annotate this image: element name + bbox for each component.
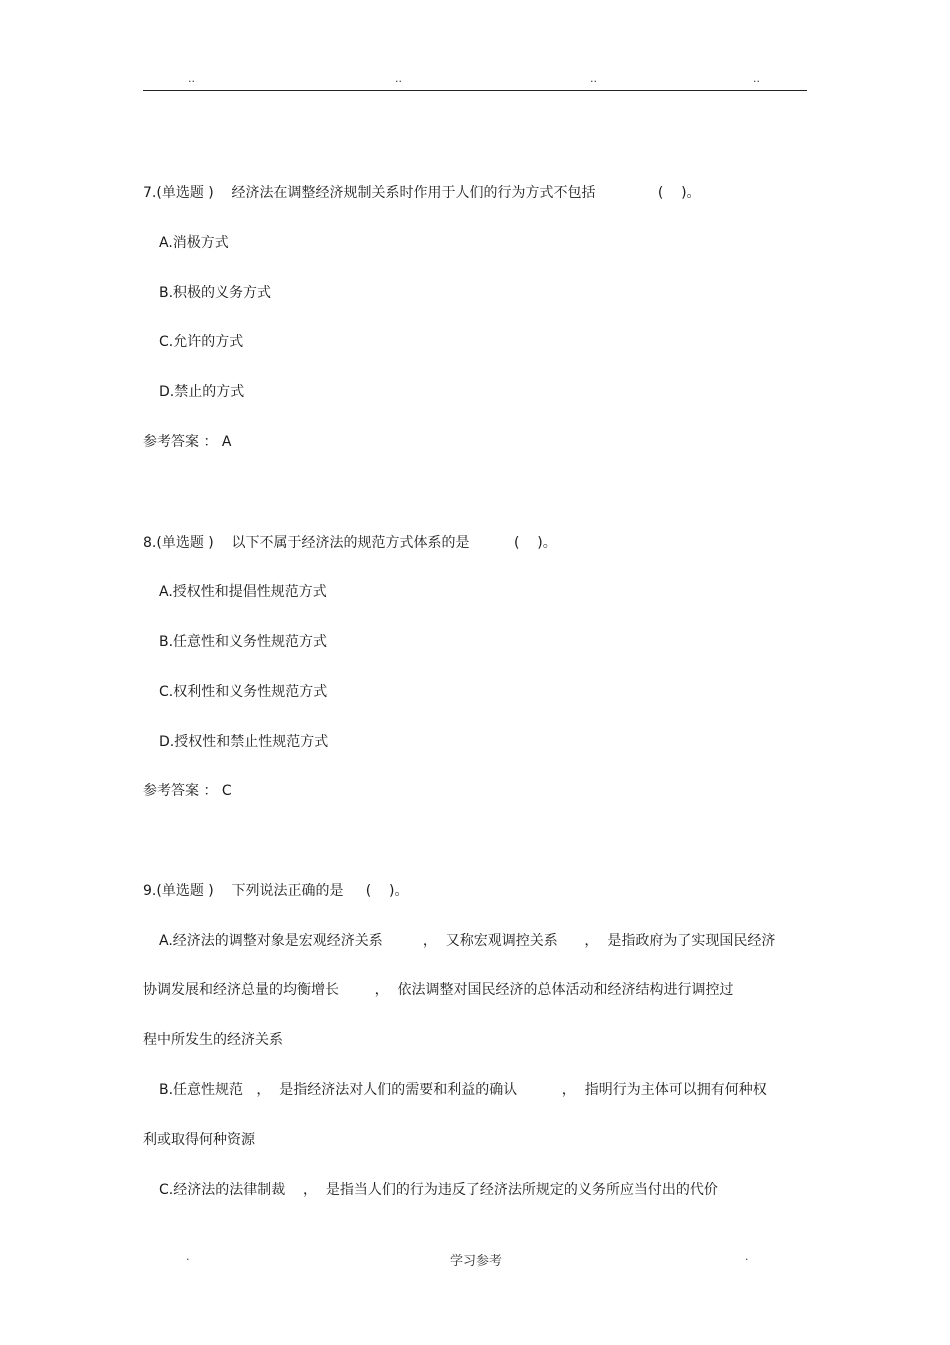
question-7-stem: 7.(单选题 ) 经济法在调整经济规制关系时作用于人们的行为方式不包括 ( )。 [143, 185, 701, 201]
question-8-stem: 8.(单选题 ) 以下不属于经济法的规范方式体系的是 ( )。 [143, 535, 557, 551]
footer-right-dot: . [745, 1250, 749, 1263]
question-8-option-a: A.授权性和提倡性规范方式 [159, 584, 327, 600]
question-9-option-b-line-2: 利或取得何种资源 [143, 1132, 255, 1148]
question-8-answer: 参考答案 ： C [143, 783, 232, 799]
question-8-option-b: B.任意性和义务性规范方式 [159, 634, 328, 650]
question-8-option-c: C.权利性和义务性规范方式 [159, 684, 328, 700]
question-7-option-a: A.消极方式 [159, 235, 229, 251]
question-7-option-b: B.积极的义务方式 [159, 285, 272, 301]
footer-left-dot: . [186, 1250, 190, 1263]
question-9-option-a-line-1: A.经济法的调整对象是宏观经济关系 ， 又称宏观调控关系 ， 是指政府为了实现国民经济 [159, 933, 776, 949]
header-dot: .. [590, 72, 597, 85]
question-9-stem: 9.(单选题 ) 下列说法正确的是 ( )。 [143, 883, 409, 899]
header-dot: .. [753, 72, 760, 85]
footer-label: 学习参考 [450, 1254, 503, 1269]
header-dot: .. [395, 72, 402, 85]
question-9-option-b-line-1: B.任意性规范 ， 是指经济法对人们的需要和利益的确认 ， 指明行为主体可以拥有何种权 [159, 1082, 767, 1098]
question-9-option-a-line-3: 程中所发生的经济关系 [143, 1032, 283, 1048]
question-9-option-a-line-2: 协调发展和经济总量的均衡增长 ， 依法调整对国民经济的总体活动和经济结构进行调控过 [143, 982, 734, 998]
question-8-option-d: D.授权性和禁止性规范方式 [159, 734, 329, 750]
question-7-option-d: D.禁止的方式 [159, 384, 245, 400]
question-7-answer: 参考答案 ： A [143, 434, 232, 450]
page-header [143, 72, 807, 91]
question-9-option-c: C.经济法的法律制裁 ， 是指当人们的行为违反了经济法所规定的义务所应当付出的代价 [159, 1182, 718, 1198]
header-dot: .. [188, 72, 195, 85]
question-7-option-c: C.允许的方式 [159, 334, 244, 350]
